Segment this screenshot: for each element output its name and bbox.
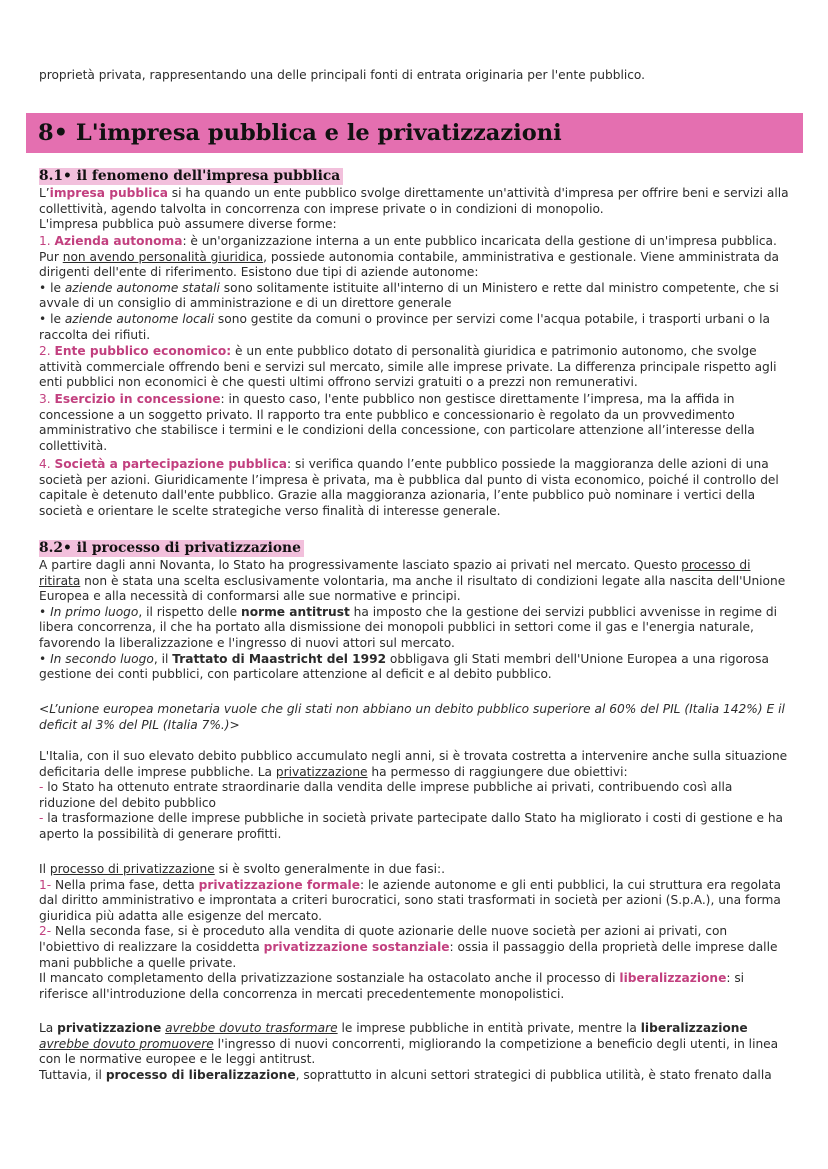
chapter-banner xyxy=(26,113,803,153)
keyword-azienda-autonoma: Azienda autonoma xyxy=(54,234,183,248)
top-line: proprietà privata, rappresentando una delle principali fonti di entrata originaria per l'ente pubblico. xyxy=(39,68,646,82)
keyword-impresa-pubblica: impresa pubblica xyxy=(49,186,168,200)
keyword-privatizzazione-sostanziale: privatizzazione sostanziale xyxy=(263,939,450,954)
keyword-liberalizzazione: liberalizzazione xyxy=(619,971,727,986)
list-item-azienda-autonoma: 1. Azienda autonoma: è un'organizzazione interna a un ente pubblico incaricata della gestione di un'impresa pubblica. Pur non avendo personalità giuridica, possiede autonomia contabile, amministrativa e gestionale. Viene amministrata da dirigenti dell'ente di riferimento. Esistono due tipi di aziende autonome: • le aziende autonome statali sono solitamente istituite all'interno di un Ministero e rette dal ministro competente, che si avvale di un consiglio di amministrazione e di un direttore generale • le aziende autonome locali sono gestite da comuni o province per servizi come l'acqua potabile, i trasporti urbani o la raccolta dei rifiuti. xyxy=(39,234,780,342)
list-item-esercizio-in-concessione: 3. Esercizio in concessione: in questo caso, l'ente pubblico non gestisce direttamente l’impresa, ma la affida in concessione a un soggetto privato. Il rapporto tra ente pubblico e concessionario è regolato da un provvedimento amministrativo che stabilisce i termini e le condizioni della concessione, con particolare attenzione all’interesse della collettività. xyxy=(39,392,755,453)
keyword-privatizzazione-formale: privatizzazione formale xyxy=(198,877,360,892)
paragraph-intro: L’impresa pubblica si ha quando un ente pubblico svolge direttamente un'attività d'impresa per offrire beni e servizi alla collettività, agendo talvolta in concorrenza con imprese private o in condizioni di monopolio. L'impresa pubblica può assumere diverse forme: xyxy=(39,186,789,232)
chapter-title: 8• L'impresa pubblica e le privatizzazioni xyxy=(38,120,562,146)
section-heading-8-1: 8.1• il fenomeno dell'impresa pubblica xyxy=(39,168,343,185)
keyword-esercizio-in-concessione: Esercizio in concessione xyxy=(54,392,221,406)
list-item-ente-pubblico-economico: 2. Ente pubblico economico: è un ente pubblico dotato di personalità giuridica e patrimonio autonomo, che svolge attività commerciale offrendo beni e servizi sul mercato, simile alle imprese private. La differenza principale rispetto agli enti pubblici non economici è che questi ultimi offrono servizi gratuiti o a prezzi non remunerativi. xyxy=(39,344,777,390)
paragraph-italia-debito: L'Italia, con il suo elevato debito pubblico accumulato negli anni, si è trovata costretta a intervenire anche sulla situazione deficitaria delle imprese pubbliche. La privatizzazione ha permesso di raggiungere due obiettivi: - lo Stato ha ottenuto entrate straordinarie dalla vendita delle imprese pubbliche ai privati, contribuendo così alla riduzione del debito pubblico - la trasformazione delle imprese pubbliche in società private partecipate dallo Stato ha migliorato i costi di gestione e ha aperto la possibilità di generare profitti. xyxy=(39,749,788,841)
list-item-societa-partecipazione: 4. Società a partecipazione pubblica: si verifica quando l’ente pubblico possiede la maggioranza delle azioni di una società per azioni. Giuridicamente l’impresa è privata, ma è pubblica dal punto di vista economico, poiché il controllo del capitale è detenuto dall'ente pubblico. Grazie alla maggioranza azionaria, l’ente pubblico può nominare i vertici della società e orientare le scelte strategiche verso finalità di interesse generale. xyxy=(39,457,779,518)
section-heading-8-2: 8.2• il processo di privatizzazione xyxy=(39,540,304,557)
keyword-societa-partecipazione-pubblica: Società a partecipazione pubblica xyxy=(54,457,287,471)
note-unione-europea: <L’unione europea monetaria vuole che gli stati non abbiano un debito pubblico superiore al 60% del PIL (Italia 142%) E il deficit al 3% del PIL (Italia 7%.)> xyxy=(39,702,785,732)
paragraph-privatizzazione-liberalizzazione: La privatizzazione avrebbe dovuto trasformare le imprese pubbliche in entità private, mentre la liberalizzazione avrebbe dovuto promuovere l'ingresso di nuovi concorrenti, migliorando la competizione a beneficio degli utenti, in linea con le normative europee e le leggi antitrust. Tuttavia, il processo di liberalizzazione, soprattutto in alcuni settori strategici di pubblica utilità, è stato frenato dalla xyxy=(39,1021,779,1082)
keyword-ente-pubblico-economico: Ente pubblico economico: xyxy=(54,344,232,358)
paragraph-ritirata: A partire dagli anni Novanta, lo Stato ha progressivamente lasciato spazio ai privati nel mercato. Questo processo di ritirata non è stata una scelta esclusivamente volontaria, ma anche il risultato di condizioni legate alla nascita dell'Unione Europea e alla necessità di conformarsi alle sue normative e principi. • In primo luogo, il rispetto delle norme antitrust ha imposto che la gestione dei servizi pubblici avvenisse in regime di libera concorrenza, il che ha portato alla dismissione dei monopoli pubblici in settori come il gas e l'energia naturale, favorendo la liberalizzazione e l'ingresso di nuovi attori sul mercato. • In secondo luogo, il Trattato di Maastricht del 1992 obbligava gli Stati membri dell'Unione Europea a una rigorosa gestione dei conti pubblici, con particolare attenzione al deficit e al debito pubblico. xyxy=(39,558,786,682)
paragraph-fasi-privatizzazione: Il processo di privatizzazione si è svolto generalmente in due fasi:. 1- Nella prima fase, detta privatizzazione formale: le aziende autonome e gli enti pubblici, la cui struttura era regolata dal diritto amministrativo e improntata a criteri burocratici, sono stati trasformati in società per azioni (S.p.A.), una forma giuridica più adatta alle esigenze del mercato. 2- Nella seconda fase, si è proceduto alla vendita di quote azionarie delle nuove società per azioni ai privati, con l'obiettivo di realizzare la cosiddetta privatizzazione sostanziale: ossia il passaggio della proprietà delle imprese dalle mani pubbliche a quelle private. Il mancato completamento della privatizzazione sostanziale ha ostacolato anche il processo di liberalizzazione: si riferisce all'introduzione della concorrenza in mercati precedentemente monopolistici. xyxy=(39,862,782,1001)
